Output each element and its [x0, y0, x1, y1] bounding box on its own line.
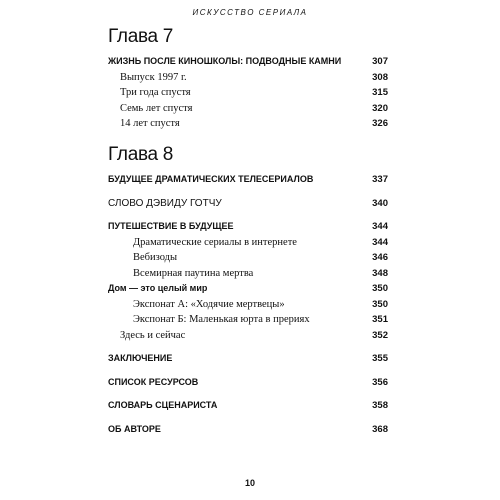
- toc-entry: [108, 398, 388, 414]
- toc-entry: [108, 196, 388, 212]
- toc-entry-title: ЗАКЛЮЧЕНИЕ: [108, 353, 173, 363]
- toc-entry-title: Всемирная паутина мертва: [133, 267, 254, 279]
- toc-entry: [108, 54, 388, 70]
- toc-entry: [108, 328, 388, 344]
- chapter-8-heading: Глава 8: [108, 144, 174, 165]
- toc-entry-page: 355: [372, 353, 388, 364]
- toc-entry: [108, 351, 388, 367]
- toc-entry-title: Семь лет спустя: [120, 102, 193, 114]
- toc-entry: [108, 281, 388, 297]
- toc-entry-title: Выпуск 1997 г.: [120, 71, 187, 83]
- toc-entry-page: 356: [372, 376, 388, 388]
- toc-entry-page: 308: [372, 71, 388, 83]
- chapter-7-heading: Глава 7: [108, 26, 174, 47]
- toc-entry-title: Здесь и сейчас: [120, 329, 186, 341]
- spacer: [108, 367, 388, 375]
- toc-entry-page: 350: [372, 283, 388, 294]
- toc-entry-page: 307: [372, 56, 388, 67]
- toc-entry: [108, 297, 388, 313]
- toc-entry: [108, 250, 388, 266]
- toc-entry: [108, 235, 388, 251]
- toc-entry-page: 350: [372, 298, 388, 310]
- toc-entry-title: СЛОВАРЬ СЦЕНАРИСТА: [108, 400, 218, 410]
- chapter-8-toc: [108, 144, 388, 437]
- chapter-7-toc: [108, 26, 388, 132]
- toc-entry: [108, 312, 388, 328]
- toc-entry-page: 348: [372, 267, 388, 279]
- toc-entry-page: 351: [372, 314, 388, 325]
- toc-entry-title: Вебизоды: [133, 252, 178, 263]
- toc-entry-title: Драматические сериалы в интернете: [133, 236, 297, 248]
- toc-entry-page: 340: [372, 197, 388, 209]
- toc-entry-title: Дом — это целый мир: [108, 283, 208, 293]
- toc-entry: [108, 101, 388, 117]
- toc-entry-page: 326: [372, 118, 388, 129]
- toc-entry-title: 14 лет спустя: [120, 118, 180, 129]
- toc-entry: [108, 70, 388, 86]
- spacer: [108, 211, 388, 219]
- spacer: [108, 188, 388, 196]
- toc-entry-page: 344: [372, 221, 388, 232]
- toc-entry-page: 320: [372, 102, 388, 114]
- toc-entry-title: Экспонат А: «Ходячие мертвецы»: [133, 298, 285, 310]
- spacer: [108, 390, 388, 398]
- toc-entry-page: 352: [372, 329, 388, 341]
- toc-entry: [108, 219, 388, 235]
- toc-entry: [108, 422, 388, 438]
- toc-entry: [108, 85, 388, 101]
- page-number: 10: [244, 478, 255, 488]
- spacer: [108, 343, 388, 351]
- toc-entry-page: 346: [372, 252, 388, 263]
- toc-entry: [108, 375, 388, 391]
- toc-entry-page: 337: [372, 174, 388, 185]
- toc-entry-title: ОБ АВТОРЕ: [108, 423, 161, 434]
- toc-entry-page: 315: [372, 87, 388, 98]
- toc-entry-title: СПИСОК РЕСУРСОВ: [108, 376, 199, 387]
- toc-entry-title: БУДУЩЕЕ ДРАМАТИЧЕСКИХ ТЕЛЕСЕРИАЛОВ: [108, 174, 314, 184]
- toc-entry-title: Три года спустя: [120, 87, 191, 98]
- toc-entry: [108, 266, 388, 282]
- toc-entry-page: 344: [372, 236, 388, 248]
- running-head: ИСКУССТВО СЕРИАЛА: [192, 8, 308, 17]
- toc-entry-title: ЖИЗНЬ ПОСЛЕ КИНОШКОЛЫ: ПОДВОДНЫЕ КАМНИ: [108, 56, 342, 66]
- toc-entry-page: 368: [372, 423, 388, 435]
- toc-entry-title: Экспонат Б: Маленькая юрта в прериях: [133, 314, 310, 325]
- toc-entry-title: СЛОВО ДЭВИДУ ГОТЧУ: [108, 197, 222, 209]
- toc-entry-page: 358: [372, 400, 388, 411]
- toc-entry: [108, 116, 388, 132]
- toc-entry: [108, 172, 388, 188]
- spacer: [108, 414, 388, 422]
- toc-entry-title: ПУТЕШЕСТВИЕ В БУДУЩЕЕ: [108, 221, 234, 231]
